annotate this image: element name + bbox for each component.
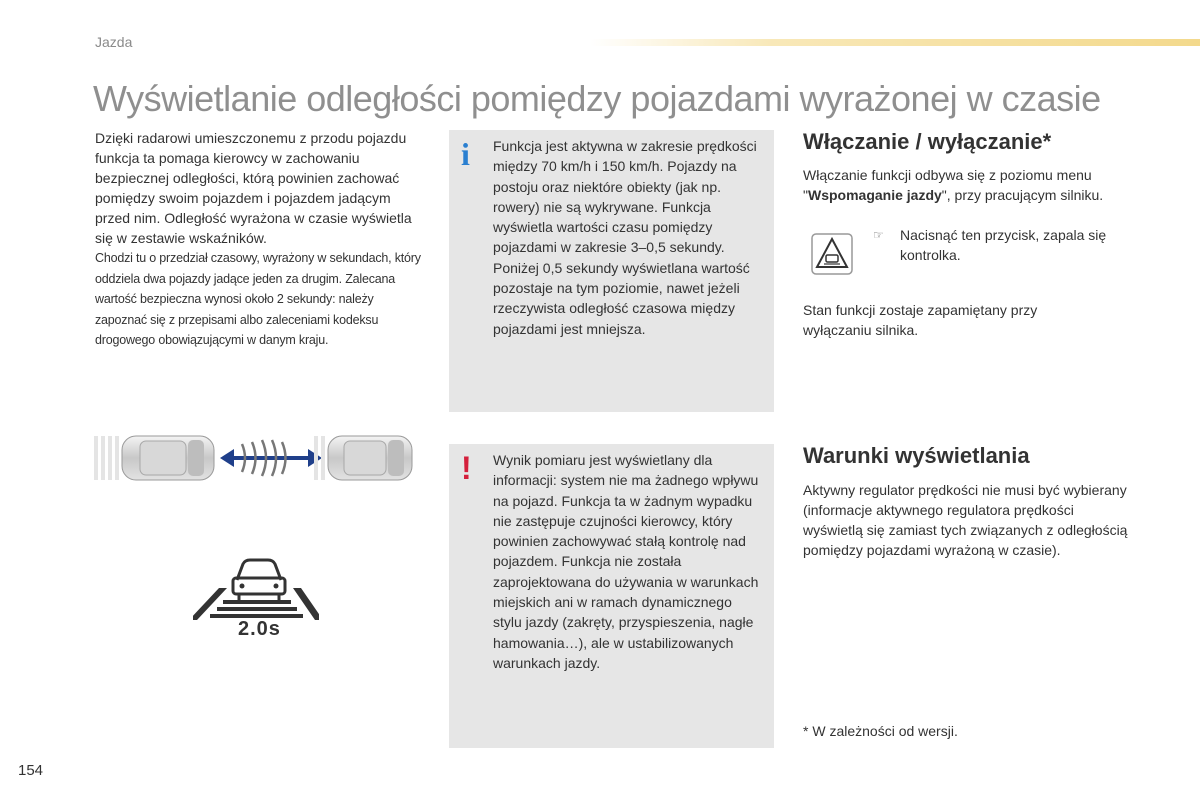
conditions-heading: Warunki wyświetlania <box>803 443 1030 468</box>
page-number: 154 <box>18 762 44 779</box>
front-car-icon <box>328 436 412 480</box>
intro-paragraph: Dzięki radarowi umieszczonemu z przodu pojazdu funkcja ta pomaga kierowcy w zachowaniu bezpiecznej odległości, którą powinien zachować pomiędzy swoim pojazdem i pojazdem jadącym przed nim. Odległość wyrażona w czasie wyświetla się w zestawie wskaźników. <box>95 130 412 246</box>
section-label: Jazda <box>95 34 133 50</box>
pointing-hand-icon: ☞ <box>873 228 884 242</box>
warning-box <box>449 444 774 748</box>
intro-text <box>95 128 425 351</box>
button-icon <box>811 233 853 275</box>
time-gap-value: 2.0s <box>238 618 281 640</box>
on-off-intro-after: ", przy pracującym silniku. <box>941 187 1104 203</box>
info-box <box>449 130 774 412</box>
warning-text: Wynik pomiaru jest wyświetlany dla informacji: system nie ma żadnego wpływu na pojazd. Funkcja ta w żadnym wypadku nie zastępuje czujności kierowcy, który powinien zachowywać stałą kontrolę nad pojazdem. Funkcja nie została zaprojektowana do używania w warunkach miejskich ani w ramach dynamicznego stylu jazdy (zakręty, przyspieszenia, nagłe hamowania…), ale w ustabilizowanych warunkach jazdy. <box>493 452 759 671</box>
time-gap-display <box>193 550 319 642</box>
on-off-heading: Włączanie / wyłączanie* <box>803 129 1052 154</box>
footnote: * W zależności od wersji. <box>803 723 958 739</box>
car-distance-diagram <box>92 428 414 488</box>
header-decoration-bar <box>590 39 1200 46</box>
time-gap-display-icon <box>193 550 319 620</box>
on-off-intro <box>803 165 1143 205</box>
rear-car-icon <box>122 436 214 480</box>
on-off-intro-before: Włączanie funkcji odbywa się z poziomu menu " <box>803 167 1092 203</box>
memory-text: Stan funkcji zostaje zapamiętany przy wyłączaniu silnika. <box>803 302 1038 338</box>
page-title: Wyświetlanie odległości pomiędzy pojazdami wyrażonej w czasie <box>93 78 1101 119</box>
info-text: Funkcja jest aktywna w zakresie prędkości między 70 km/h i 150 km/h. Pojazdy na postoju oraz niektóre obiekty (jak np. rowery) nie są wykrywane. Funkcja wyświetla wartości czasu pomiędzy pojazdami w zakresie 3–0,5 sekundy. Poniżej 0,5 sekundy wyświetlana wartość pozostaje na tym poziomie, nawet jeżeli rzeczywista odległość czasowa między pojazdami jest mniejsza. <box>493 138 757 337</box>
distance-arrow-icon <box>220 449 322 467</box>
bullet-text: Nacisnąć ten przycisk, zapala się kontrolka. <box>900 227 1107 263</box>
intro-small-paragraph: Chodzi tu o przedział czasowy, wyrażony w sekundach, który oddziela dwa pojazdy jadące jeden za drugim. Zalecana wartość bezpieczna wynosi około 2 sekundy: należy zapoznać się z przepisami albo zaleceniami kodeksu drogowego obowiązującymi w danym kraju. <box>95 251 421 347</box>
menu-name: Wspomaganie jazdy <box>807 187 942 203</box>
warning-icon: ! <box>461 450 472 486</box>
info-icon: i <box>461 136 470 172</box>
conditions-text: Aktywny regulator prędkości nie musi być wybierany (informacje aktywnego regulatora prędkości wyświetlą się zamiast tych związanych z odległością pomiędzy pojazdami wyrażoną w czasie). <box>803 482 1128 558</box>
